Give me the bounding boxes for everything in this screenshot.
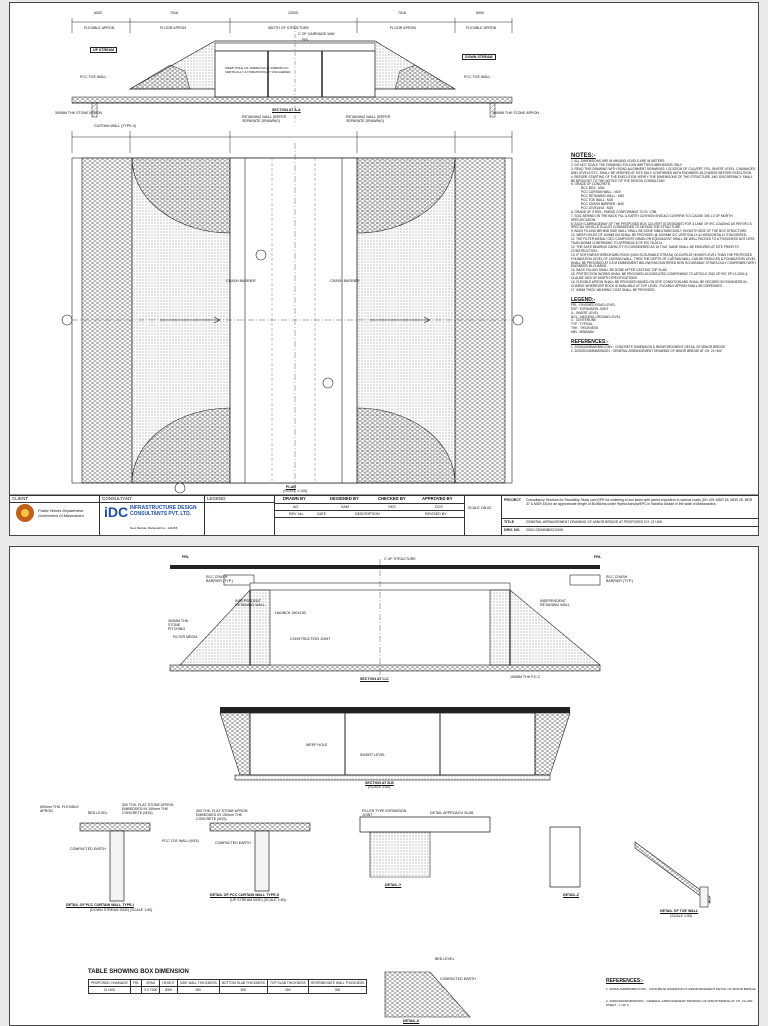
note-item: 4. BEFORE STARTING OF THE EXECUTION VERIFY THE DIMENSIONS OF THE STRUCTURE. ANY DISCREPANCY SHALL BE BROUGHT TO THE NOTICE OF THE DESIGN CONSULTANT.: [571, 174, 753, 183]
note-item: 11. THE FILTER MEDIA / GEO COMPOSITE DRAIN OR EQUIVALENT SHALL BE WELL PACKED TO A THICKNESS NOT LESS THAN 600MM CONFIRMING TO APPENDIX-6 OF IRC:78-2014.: [571, 237, 755, 246]
pcc-toe-wall-right: PCC TOE WALL: [464, 75, 491, 79]
filler-label: FILLER TYPE EXPANSION JOINT: [362, 809, 407, 818]
checked-by-label: CHECKED BY: [378, 496, 406, 501]
legend-item: FRL : FINISHED ROAD LEVEL: [571, 302, 616, 307]
box-dimension-table: [88, 979, 367, 994]
drawn-by-label: DRAWN BY: [283, 496, 306, 501]
section-bb-scale: (SCALE 1:50): [368, 785, 391, 789]
frl-left: FRL: [182, 555, 189, 559]
note-item: 8. EACH CARRIAGEWAY OF THE PROPOSED BOX CULVERT IS DESIGNED FOR 3 LANE OF IRC LOADING AS PER IRC 6. SPECIAL VEHICLE IS ALSO CONSIDERED TO DESIGN THE STRUCTURE.: [571, 221, 753, 230]
detail-x-title: DETAIL-X: [403, 1019, 420, 1023]
retaining-wall-left: INDEPENDENT RETAINING WALL: [235, 599, 265, 608]
plan-scale: (SCALE 1:100): [283, 489, 308, 493]
designed-by-value: SAM: [341, 505, 349, 509]
project-label: PROJECT: [504, 498, 521, 502]
scale-cell: [465, 496, 502, 536]
retaining-wall-right: RETAINING WALL (REFER SEPARATE DRAWING): [346, 115, 391, 124]
date-label: DATE: [317, 512, 327, 516]
frl-label: FRL: [302, 38, 309, 42]
stone-apron-right: 300MM THK STONE APRON: [492, 111, 539, 115]
legend-title: LEGEND:-: [571, 296, 596, 303]
legend-item: TYP : TYPICAL: [571, 322, 594, 327]
drawing-number: 2000-SD/MNB/021/006: [526, 528, 564, 532]
note-item: 5. GRADE OF CONCRETE:: [571, 182, 611, 187]
table-header: INTERMEDIATE WALL THICKNESS: [308, 980, 367, 987]
structure-cl: C OF STRUCTURE: [384, 557, 416, 561]
crash-barrier-left: CRASH BARRIER: [226, 279, 256, 283]
note-item: 2. DO NOT SCALE THE DRAWING-FOLLOW WRITTEN DIMENSIONS ONLY.: [571, 162, 683, 167]
pcc-toe-label: PCC TOE WALL (M15): [162, 839, 199, 843]
drawing-sheet-1: [9, 2, 759, 536]
table-header: SIDE WALL THICKNESS: [177, 980, 219, 987]
table-cell: 450: [267, 987, 308, 994]
curtain-wall-type2-title: DETAIL OF PCC CURTAIN WALL TYPE-II: [210, 893, 279, 897]
note-item: 10. WEEP HOLES OF 100MM DIA SHALL BE PROVIDED @ 1000MM C/C VERTICALLY & HORIZONTALLY STAGGERED.: [571, 233, 747, 238]
dim-flexible-apron-right: 6000: [476, 11, 484, 15]
note-item: 16. FLEXIBLE APRON SHALL BE PROVIDED BASED ON SITE CONDITION AND SHALL BE DECIDED BY ENGINEER-IN-CHARGE WHEREVER ROCK IS AVAILABLE AT TOP LEVEL, FLEXIBLE APRON SHALL BE DISPENSED.: [571, 280, 748, 288]
label-floor-apron: FLOOR APRON: [160, 26, 186, 30]
curtain-wall-note: CURTAIN WALL (TYPE-II): [94, 124, 137, 128]
consultant-firm: INFRASTRUCTURE DESIGN CONSULTANTS PVT. LTD.: [130, 505, 197, 517]
stone-pitching-label: 300MM THK STONE PITCHING: [168, 619, 189, 632]
table-cell: -: [130, 987, 141, 994]
legend-item: NGL : NATURAL GROUND LEVEL: [571, 314, 621, 319]
table-header: FRL: [130, 980, 141, 987]
table-cell: 500: [219, 987, 267, 994]
invert-level-label: INVERT LEVEL: [360, 753, 386, 757]
note-item: 6. GRADE OF STEEL: Fe500D CONFORMING TO IS: 1786.: [571, 209, 658, 214]
note-item: 12. THE SAFE BEARING CAPACITY IS CONSIDERED AS 15 T/m2. SAME SHALL BE ENSURED AT SITE PRIOR TO CONSTRUCTION.: [571, 244, 740, 253]
label-flexible-apron: FLEXIBLE APRON: [84, 26, 115, 30]
dim-flexible-apron-left: 6000: [94, 11, 102, 15]
section-cc-title: SECTION AT C-C: [360, 677, 389, 681]
table-cell: 300: [308, 987, 367, 994]
client-cell: [10, 496, 100, 536]
bed-level-label: BED LEVEL: [88, 811, 108, 815]
section-bb-title: SECTION AT B-B: [365, 781, 394, 785]
legend-item: MIN : MINIMUM: [571, 330, 594, 335]
filter-media-label: FILTER MEDIA: [173, 635, 198, 639]
notes-title: NOTES:-: [571, 153, 596, 159]
concrete-grade: PCC TOE WALL : M20: [581, 198, 614, 203]
label-flexible-apron-r: FLEXIBLE APRON: [466, 26, 497, 30]
dim-floor-apron-right: 7516: [398, 11, 406, 15]
legend-item: C : CENTERLINE: [571, 318, 597, 323]
title-block: [10, 495, 758, 536]
drawing-title: GENERAL ARRANGEMENT DRAWING OF MINOR BRIDGE AT PROPOSED CH. 21+400: [526, 520, 663, 524]
detail-z-title: DETAIL-Z: [563, 893, 580, 897]
notes-panel: [571, 153, 756, 354]
reference-item: 2. 2000/2020/MNB/006/201 : GENERAL ARRANGEMENT DRAWING OF MINOR BRIDGE AT CH. 21+400 SHEET - 1 OF 3: [606, 999, 753, 1008]
table-header: TOP SLAB THICKNESS: [267, 980, 308, 987]
checked-by-value: GKS: [388, 505, 396, 509]
signatures-cell: [275, 496, 465, 536]
table-row: [89, 987, 367, 994]
table-cell: 3 X 7000: [142, 987, 160, 994]
curtain-wall-type2-sub: (UP STREAM SIDE) (SCALE 1:50): [230, 898, 286, 902]
references-title: REFERENCES:-: [571, 339, 609, 346]
compacted-earth-label-2: COMPACTED EARTH: [215, 841, 251, 845]
legend-item: EXP : EXPANSION JOINT: [571, 306, 609, 311]
note-item: 14. BACK FILLING SHALL BE DONE AFTER CASTING TOP SLAB.: [571, 268, 668, 273]
legend-label: LEGEND: [205, 496, 274, 503]
crash-barrier-right: CRASH BARRIER: [330, 279, 360, 283]
revised-by-label: REVISED BY: [425, 512, 447, 516]
consultant-cell: [100, 496, 205, 536]
consultant-address: New Rankla, Maharashtra - 123456: [130, 526, 178, 530]
note-item: 3. READ THIS DRAWING WITH ROAD ALIGNMENT DRAWINGS. LOCATION OF CULVERT, FRL, INVERT LEVEL, CHAINAGES AND LEVELS ETC. SHALL BE VERIFIED AT SITE DULY CONFIRMED WITH ENGINEER-IN-CHARGE BEFORE EXECUTION.: [571, 166, 756, 175]
plan-title: PLAN: [286, 485, 296, 489]
note-item: 7. SOIL BEHIND ON THE BACK FILL & EARTH CUSHION SHOULD CONFIRM TO CLAUSE 305 1.3 OF MORTH SPECIFICATION.: [571, 213, 733, 222]
scale-label: SCALE ON A2: [468, 506, 492, 510]
government-seal-icon: [16, 504, 34, 522]
drawn-by-value: AG: [293, 505, 299, 509]
compacted-earth-label: COMPACTED EARTH: [70, 847, 106, 851]
frl-right: FRL: [594, 555, 601, 559]
title-label: TITLE: [504, 520, 514, 524]
consultant-label: CONSULTANT: [100, 496, 204, 503]
crash-barrier-right: RCC CRASH BARRIER (TYP.): [606, 575, 633, 584]
concrete-grade: RCC RETAINING WALL : M30: [581, 194, 625, 199]
toe-wall-scale: (SCALE 1:50): [670, 914, 693, 918]
curtain-wall-type1-title: DETAIL OF PCC CURTAIN WALL TYPE-I: [66, 903, 134, 907]
note-item: 9. BACK FILLING BEHIND SIDE WALL SHALL BE DONE SIMULTANEOUSLY ON BOTH SIDE OF THE BOX STRUCTURE.: [571, 229, 748, 234]
downstream-tag: DOWN STREAM: [462, 54, 496, 60]
legend-item: THK : THICKNESS: [571, 326, 599, 331]
concrete-grade: PCC LEVELING : M15: [581, 205, 614, 210]
legend-cell: [205, 496, 275, 536]
note-item: 15. PROTECTION WORKS SHALL BE PROVIDED AS INDICATED CONFIRMING TO ARTICLE 2510 OF IRC SP:13-2004 & CLAUSE 2500 OF MORTH SPECIFICATIONS.: [571, 272, 748, 281]
drawing-number-label: DRG. NO.: [504, 528, 521, 532]
concrete-grade: PCC CURTAIN WALL : M20: [581, 190, 621, 195]
upstream-tag: UP STREAM: [90, 47, 117, 53]
approved-by-value: DCS: [435, 505, 443, 509]
dim-structure: 12000: [288, 11, 298, 15]
references-title-2: REFERENCES:-: [606, 978, 644, 984]
table-cell: 450: [177, 987, 219, 994]
weep-hole-note: WEEP HOLE OF 100MM DIA @ 1000MM C/C VERTICALLY & HORIZONTALLY STAGGERED: [225, 66, 291, 74]
reference-item: 1. 2000AUS/BMW/BNC/CMV : CONCRETE DIMENSION & REINFORCEMENT DETAIL OF MINOR BRIDGE: [571, 345, 726, 350]
cl-carriage-way: C OF CARRIAGE WAY: [298, 32, 336, 36]
note-item: 17. 65MM THICK WEARING COAT SHALL BE PROVIDED.: [571, 287, 656, 292]
table-header: SPAN: [142, 980, 160, 987]
flat-stone-label-2: 300 THK. FLAT STONE APRON EMBEDDED IN 150mm THK CONCRETE (M15): [196, 809, 248, 822]
concrete-grade: RCC BOX : M30: [581, 186, 605, 191]
client-sub: Government Of Maharashtra: [38, 514, 84, 518]
table-cell: 3000: [160, 987, 177, 994]
stone-apron-left: 300MM THK STONE APRON: [55, 111, 102, 115]
table-header: PROPOSED CHAINAGE: [89, 980, 131, 987]
approved-by-label: APPROVED BY: [422, 496, 453, 501]
note-item: 13. IF SOFT/WEATHERED/HARD ROCK (NON SCOURABLE STRATA) OCCURS AT HIGHER LEVEL THAN THE PROPOSED FOUNDATION LEVEL OF CURTAIN WALL, THEN THE DEPTH OF CURTAIN WALL CAN BE REDUCED & FOUNDATION LEVEL SHALL BE PROVIDED AT 0.5 M EMBEDMENT BELOW ENCOUNTERED NON SCOURABLE STRATA DULY CONFIRMED WITH ENGINEER-IN-CHARGE.: [571, 252, 756, 269]
client-name: Public Works Department: [38, 508, 84, 513]
client-label: CLIENT: [10, 496, 99, 503]
dim-floor-apron-left: 7516: [170, 11, 178, 15]
box-table-title: TABLE SHOWING BOX DIMENSION: [88, 969, 189, 975]
description-label: DESCRIPTION: [355, 512, 380, 516]
flat-stone-label: 300 THK. FLAT STONE APRON EMBEDDED IN 150mm THK CONCRETE (M15): [122, 803, 174, 816]
curtain-wall-type1-sub: (DOWN STREAM SIDE) (SCALE 1:50): [90, 908, 153, 912]
reference-item: 1. 2000AUS/BMW/BNC/CMV : CONCRETE DIMENSION & REINFORCEMENT DETAIL OF MINOR BRIDGE: [606, 987, 756, 991]
designed-by-label: DESIGNED BY: [330, 496, 359, 501]
legend-item: IL : INVERT LEVEL: [571, 310, 599, 315]
project-description: Consultancy Services for Feasibility Study cum DPR for widening to two lanes with paved shoulders to various roads (SH 129, MDR 18, MDR 28, MDR 37 & MDR 43) for an approximate length of 80.85kms under Hybrid Annuity/EPC in Wardha District in the state of Maharashtra.: [526, 498, 753, 506]
haunch-label: HAUNCH 150X150: [275, 611, 306, 615]
label-width-structure: WIDTH OF STRUCTURE: [268, 26, 309, 30]
pcc-label: 150MM THK P.C.C: [510, 675, 541, 679]
rev-no-label: REV. No.: [289, 512, 304, 516]
section-aa-title: SECTION AT A-A: [272, 108, 301, 112]
toe-wall-title: DETAIL OF TOE WALL: [660, 909, 699, 913]
detail-y-title: DETAIL-Y: [385, 883, 402, 887]
reference-item: 2. 2000/2020/MNB/006/201 : GENERAL ARRANGEMENT DRAWING OF MINOR BRIDGE AT CH. 21+400: [571, 348, 722, 353]
approach-slab-label: DETAIL APPROACH SLAB: [430, 811, 474, 815]
bed-level-label-2: BED LEVEL: [435, 957, 455, 961]
compacted-earth-label-3: COMPACTED EARTH: [440, 977, 476, 981]
project-cell: [502, 496, 758, 536]
idc-logo: iDC: [104, 504, 129, 520]
concrete-grade: RCC CRASH BARRIER : M40: [581, 201, 624, 206]
note-item: 1. ALL DIMENSIONS ARE IN MM AND LEVELS ARE IN METERS.: [571, 159, 666, 163]
table-header: BOTTOM SLAB THICKNESS: [219, 980, 267, 987]
retaining-wall-right: INDEPENDENT RETAINING WALL: [540, 599, 570, 608]
table-header: HEIGHT: [160, 980, 177, 987]
pcc-toe-wall-left: PCC TOE WALL: [80, 75, 107, 79]
retaining-wall-left: RETAINING WALL (REFER SEPARATE DRAWING): [242, 115, 287, 124]
label-floor-apron-r: FLOOR APRON: [390, 26, 416, 30]
drawing-sheet-2: [9, 546, 759, 1026]
crash-barrier-left: RCC CRASH BARRIER (TYP.): [206, 575, 233, 584]
weep-hole-label: WEEP HOLE: [306, 743, 328, 747]
flexible-apron-label: 600mm THK. FLEXIBLE APRON: [40, 805, 79, 814]
construction-joint-label: CONSTRUCTION JOINT: [290, 637, 331, 641]
table-cell: 21+400: [89, 987, 131, 994]
